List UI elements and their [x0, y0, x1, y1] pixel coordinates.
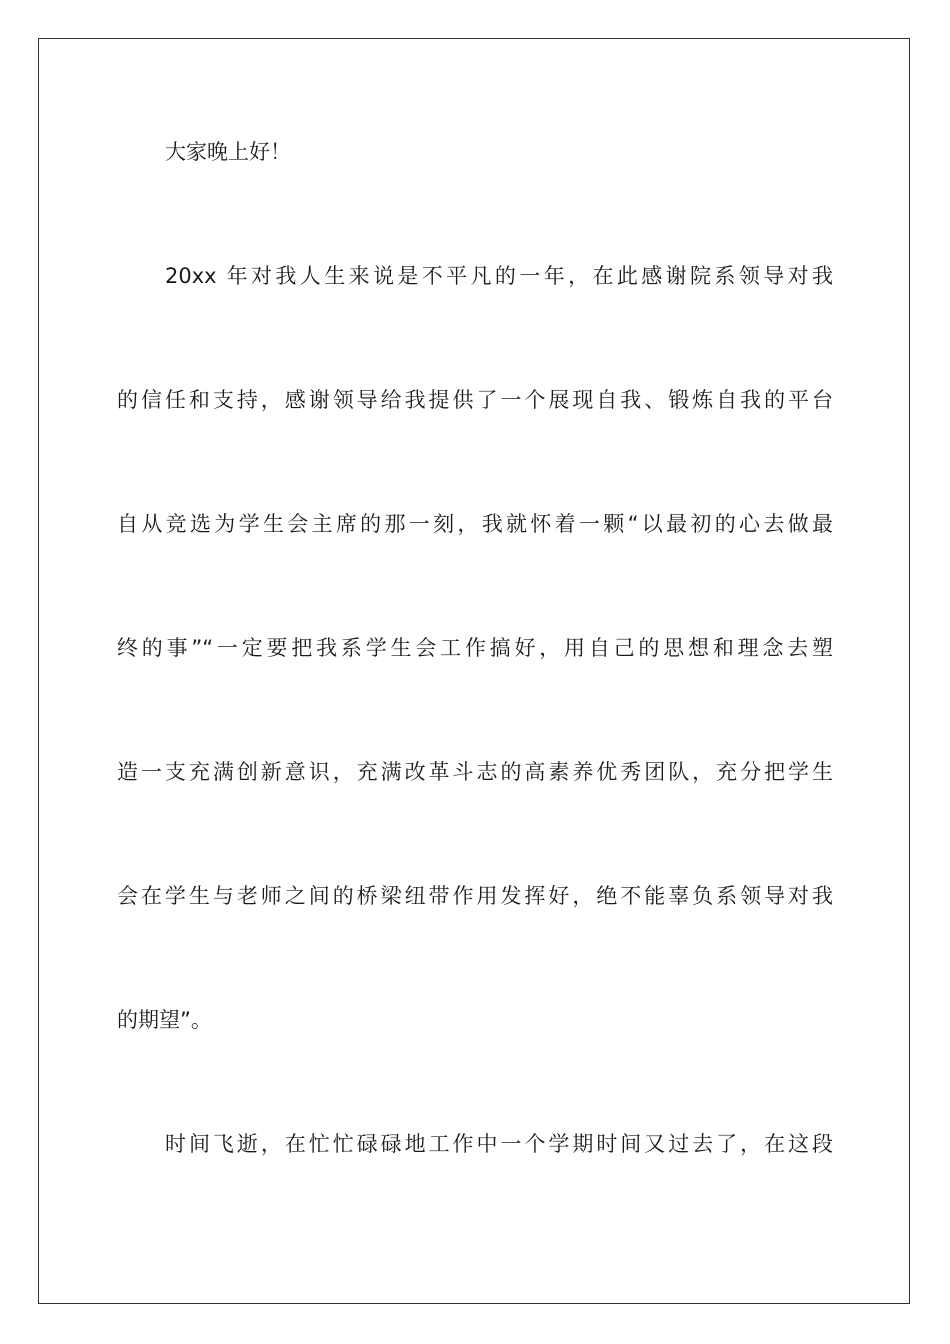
- text-line-2: 的信任和支持，感谢领导给我提供了一个展现自我、锻炼自我的平台: [117, 388, 833, 412]
- text-line-1: 20xx 年对我人生来说是不平凡的一年，在此感谢院系领导对我: [165, 264, 833, 288]
- text-line-7: 的期望”。: [117, 1008, 212, 1032]
- greeting-line: 大家晚上好！: [165, 140, 291, 164]
- text-line-6: 会在学生与老师之间的桥梁纽带作用发挥好，绝不能辜负系领导对我: [117, 884, 833, 908]
- page-border: [38, 38, 910, 1304]
- text-line-4: 终的事”“一定要把我系学生会工作搞好，用自己的思想和理念去塑: [117, 636, 833, 660]
- text-line-5: 造一支充满创新意识，充满改革斗志的高素养优秀团队，充分把学生: [117, 760, 833, 784]
- text-line-8: 时间飞逝，在忙忙碌碌地工作中一个学期时间又过去了，在这段: [165, 1132, 833, 1156]
- text-line-3: 自从竞选为学生会主席的那一刻，我就怀着一颗“以最初的心去做最: [117, 512, 833, 536]
